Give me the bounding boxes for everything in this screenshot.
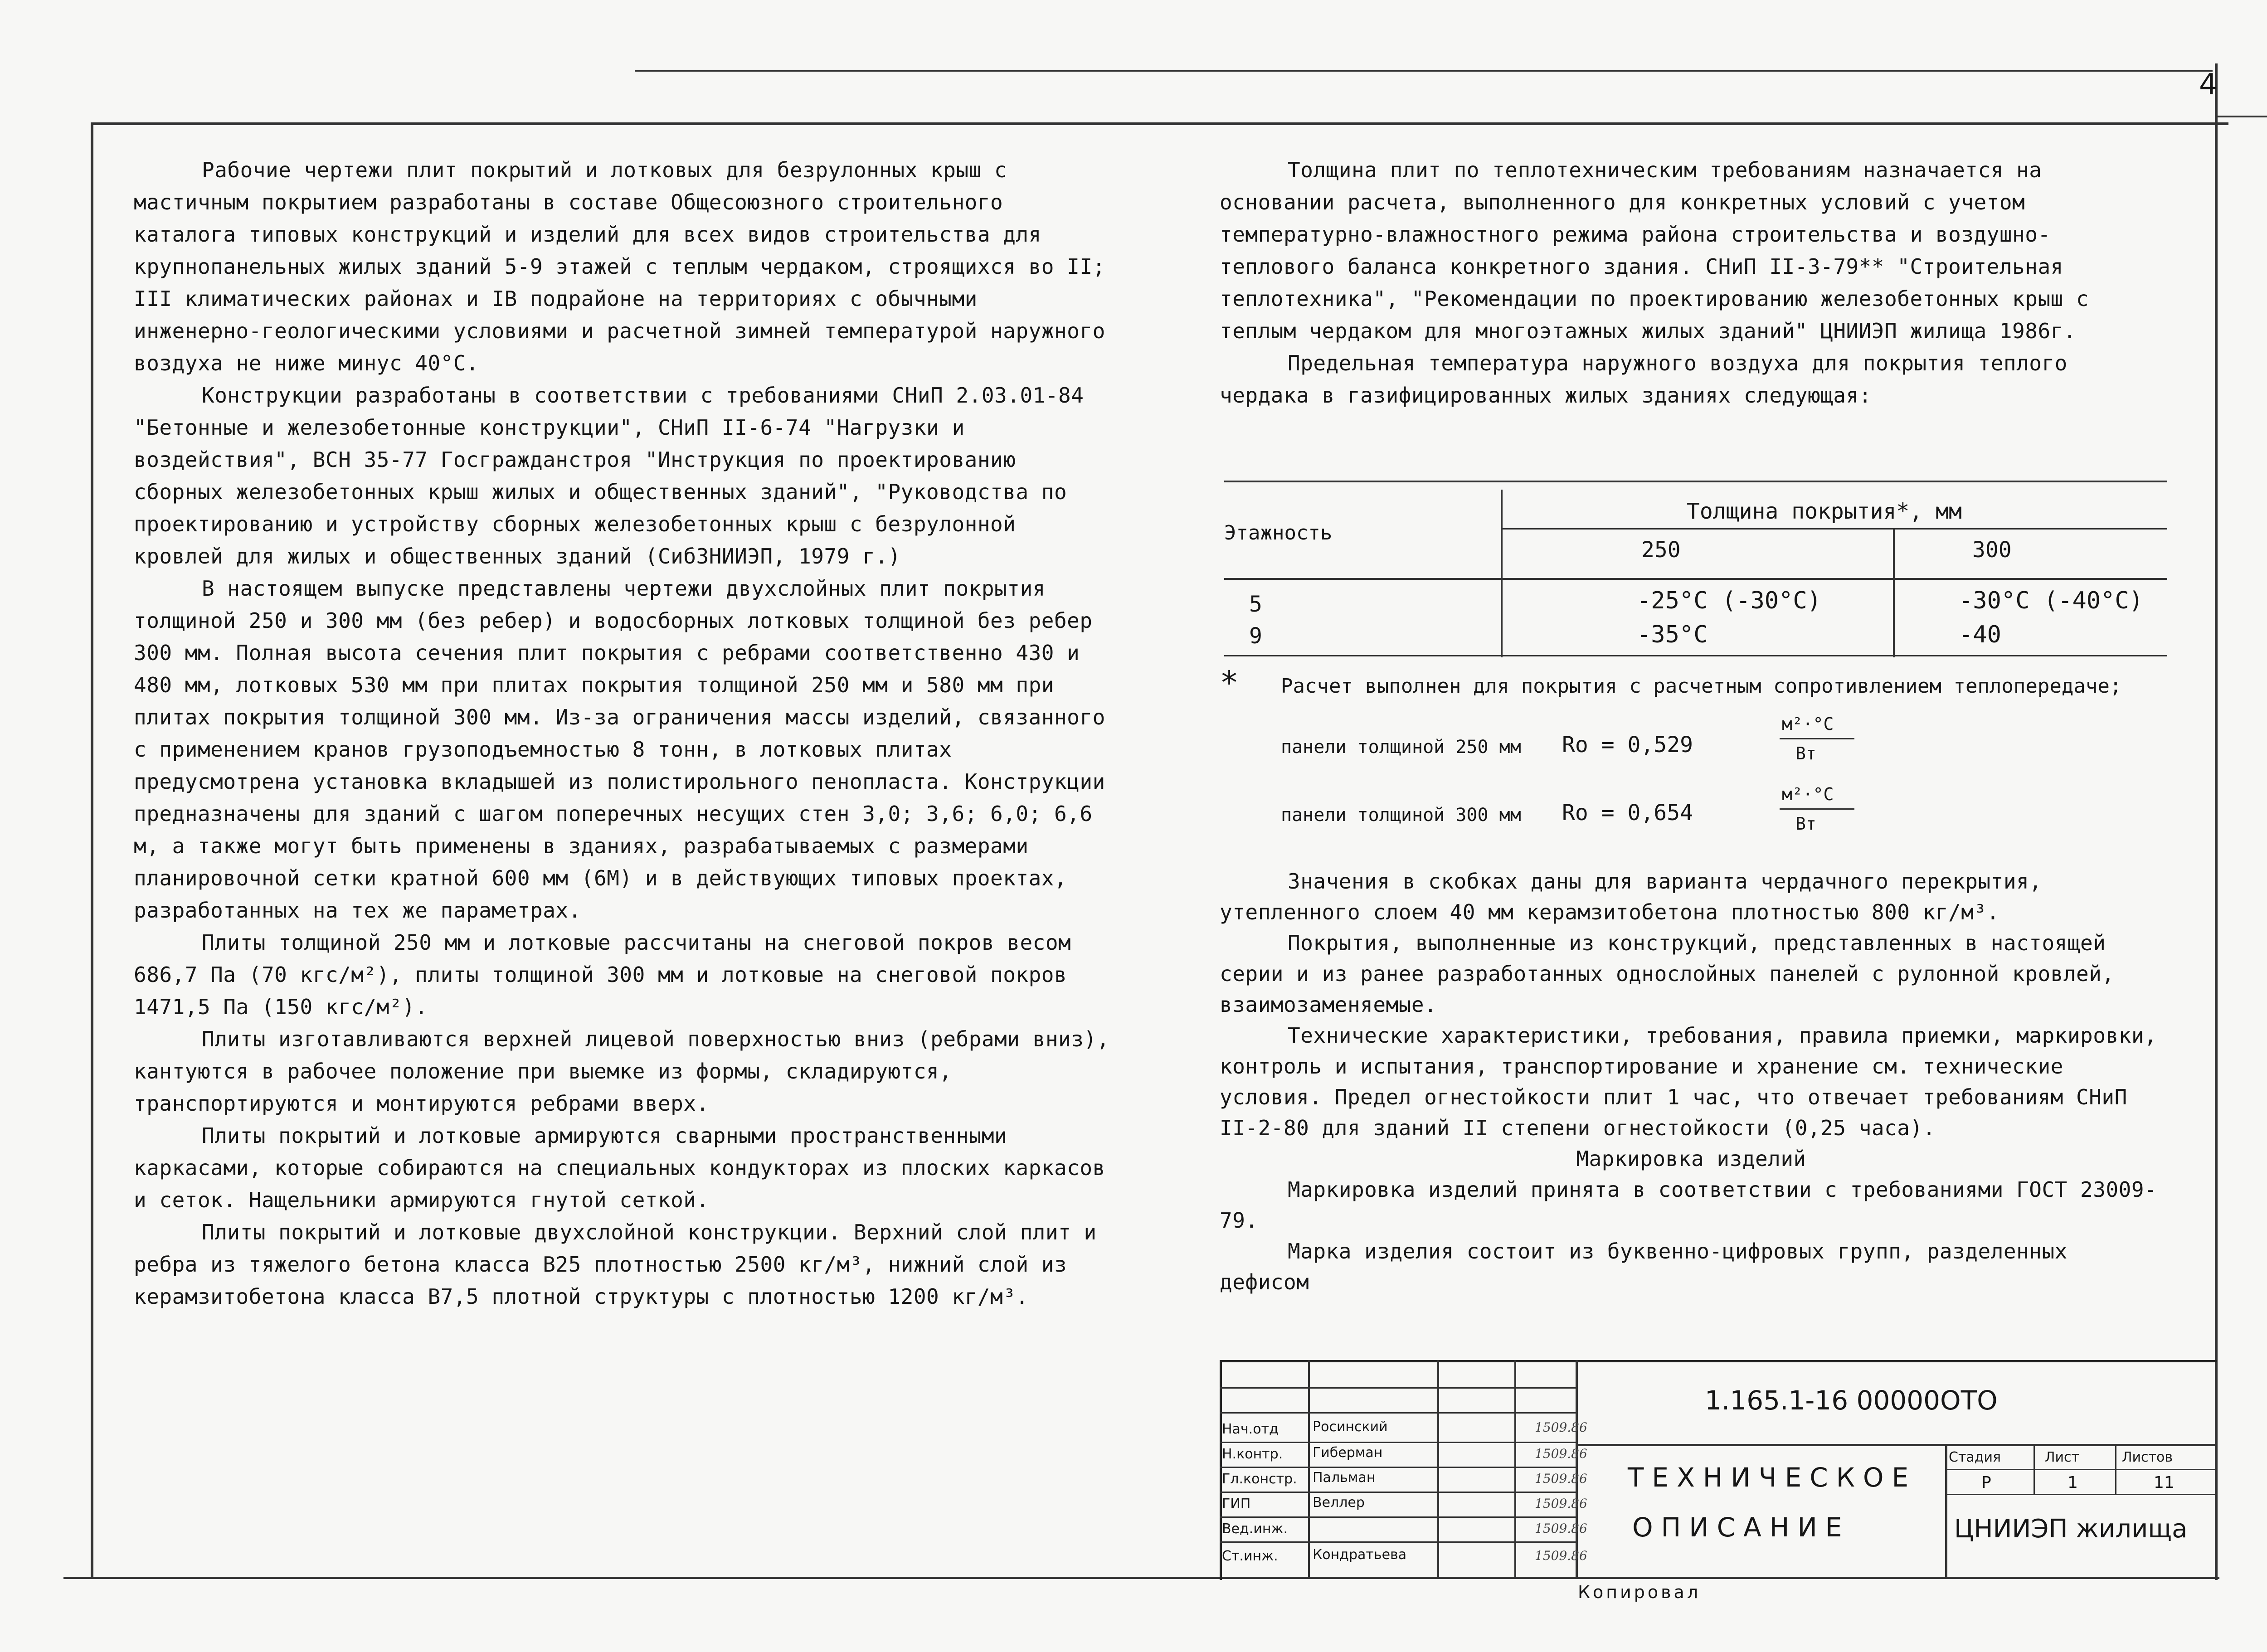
sig-name-3: Веллер	[1313, 1495, 1365, 1511]
tb-hline-stage2	[1945, 1494, 2215, 1495]
tb-vline-right	[1945, 1444, 1947, 1578]
paragraph-thickness: Толщина плит по теплотехническим требованиям назначается на основании расчета, выполненного для конкретных условий с учетом температурно-влажностного режима района строительства и воздушно-теплового баланса конкретного здания. СНиП II-3-79** "Строительная теплотехника", "Рекомендации по проектированию железобетонных крыш с теплым чердаком для многоэтажных жилых зданий" ЦНИИЭП жилища 1986г.	[1220, 158, 2089, 343]
sheets-label: Листов	[2122, 1449, 2173, 1465]
header-300: 300	[1972, 537, 2012, 563]
paragraph-snow-load: Плиты толщиной 250 мм и лотковые рассчитаны на снеговой покров весом 686,7 Па (70 кгс/м²), плиты толщиной 300 мм и лотковые на снеговой покров 1471,5 Па (150 кгс/м²).	[134, 930, 1071, 1019]
paragraph-layers: Плиты покрытий и лотковые двухслойной конструкции. Верхний слой плит и ребра из тяжелого бетона класса В25 плотностью 2500 кг/м³, нижний слой из керамзитобетона класса В7,5 плотной структуры с плотностью 1200 кг/м³.	[134, 1220, 1097, 1309]
tb-hline-stage	[1945, 1469, 2215, 1470]
row9-t250: -35°С	[1637, 621, 1708, 648]
paragraph-standards: Конструкции разработаны в соответствии с требованиями СНиП 2.03.01-84 "Бетонные и железобетонные конструкции", СНиП II-6-74 "Нагрузки и воздействия", ВСН 35-77 Госгражданстроя "Инструкция по проектированию сборных железобетонных крыш жилых и общественных зданий", "Руководства по проектированию и устройству сборных железобетонных крыш с безрулонной кровлей для жилых и общественных зданий (СибЗНИИЭП, 1979 г.)	[134, 383, 1084, 568]
footnote-unit-300-den: Вт	[1795, 814, 1816, 834]
footnote-mark: *	[1220, 664, 1239, 701]
paragraph-mark-structure: Марка изделия состоит из буквенно-цифровых групп, разделенных дефисом	[1220, 1239, 2068, 1294]
tb-vline-name	[1437, 1360, 1439, 1578]
paragraph-release: В настоящем выпуске представлены чертежи двухслойных плит покрытия толщиной 250 и 300 мм (без ребер) и водосборных лотковых толщиной без ребер 300 мм. Полная высота сечения плит покрытия с ребрами соответственно 430 и 480 мм, лотковых 530 мм при плитах покрытия толщиной 250 мм и 580 мм при плитах покрытия толщиной 300 мм. Из-за ограничения массы изделий, связанного с применением кранов грузоподъемностью 8 тонн, в лотковых плитах предусмотрена установка вкладышей из полистирольного пенопласта. Конструкции предназначены для зданий с шагом поперечных несущих стен 3,0; 3,6; 6,0; 6,6 м, а также могут быть применены в зданиях, разрабатываемых с размерами планировочной сетки кратной 600 мм (6М) и в действующих типовых проектах, разработанных на тех же параметрах.	[134, 576, 1105, 923]
tb-hline-5	[1220, 1492, 1576, 1493]
header-thickness: Толщина покрытия*, мм	[1687, 499, 1962, 524]
header-250: 250	[1641, 537, 1681, 563]
tb-vline-date	[1576, 1360, 1578, 1578]
header-floors: Этажность	[1224, 521, 1333, 544]
right-column-bottom	[1220, 866, 2163, 1297]
paragraph-marking: Маркировка изделий принята в соответствии с требованиями ГОСТ 23009-79.	[1220, 1177, 2157, 1233]
sheet-no-divider	[2215, 116, 2267, 117]
footnote-unit-250-num: м²·°С	[1782, 714, 1834, 734]
sig-date-0: 1509.86	[1535, 1420, 1587, 1435]
left-column	[134, 154, 1118, 1313]
stage-label: Стадия	[1949, 1449, 2001, 1465]
left-border	[91, 122, 93, 1578]
row5-floors: 5	[1249, 592, 1262, 617]
marking-heading: Маркировка изделий	[1576, 1147, 1806, 1171]
footnote-unit-300-num: м²·°С	[1782, 784, 1834, 804]
sig-name-5: Кондратьева	[1313, 1547, 1407, 1563]
sig-date-3: 1509.86	[1535, 1496, 1587, 1511]
footnote-line-300-label: панели толщиной 300 мм	[1281, 805, 1521, 826]
paragraph-brackets: Значения в скобках даны для варианта чердачного перекрытия, утепленного слоем 40 мм керамзитобетона плотностью 800 кг/м³.	[1220, 869, 2042, 924]
stage-value: Р	[1981, 1473, 1991, 1492]
doc-title-line2: ОПИСАНИЕ	[1632, 1512, 1850, 1543]
tb-hline-code	[1576, 1444, 2215, 1446]
sig-date-4: 1509.86	[1535, 1521, 1587, 1536]
top-border	[91, 122, 2228, 125]
footnote-line-250-formula: Ro = 0,529	[1562, 732, 1693, 758]
tb-hline-2	[1220, 1412, 1576, 1414]
temperature-table	[1224, 481, 2167, 662]
sig-role-1: Н.контр.	[1222, 1446, 1283, 1462]
sig-name-0: Росинский	[1313, 1419, 1388, 1435]
sig-role-4: Вед.инж.	[1222, 1521, 1288, 1537]
sheet-label: Лист	[2045, 1449, 2080, 1465]
doc-title-line1: ТЕХНИЧЕСКОЕ	[1628, 1462, 1917, 1493]
sig-date-1: 1509.86	[1535, 1446, 1587, 1461]
sheet-value: 1	[2068, 1473, 2078, 1492]
footnote-unit-250-den: Вт	[1795, 743, 1816, 763]
paragraph-scope: Рабочие чертежи плит покрытий и лотковых для безрулонных крыш с мастичным покрытием разработаны в составе Общесоюзного строительного каталога типовых конструкций и изделий для всех видов строительства для крупнопанельных жилых зданий 5-9 этажей с теплым чердаком, строящихся во II; III климатических районах и IВ подрайоне на территориях с обычными инженерно-геологическими условиями и расчетной зимней температурой наружного воздуха не ниже минус 40°С.	[134, 158, 1105, 375]
right-border	[2215, 63, 2218, 1580]
sig-date-2: 1509.86	[1535, 1471, 1587, 1486]
tb-vline-sign	[1514, 1360, 1516, 1578]
paragraph-reinforcement: Плиты покрытий и лотковые армируются сварными пространственными каркасами, которые собираются на специальных кондукторах из плоских каркасов и сеток. Нащельники армируются гнутой сеткой.	[134, 1123, 1105, 1212]
tb-hline-1	[1220, 1387, 1576, 1389]
copied-by: Копировал	[1578, 1582, 1701, 1602]
footnote-line-250-label: панели толщиной 250 мм	[1281, 737, 1521, 758]
sig-role-2: Гл.констр.	[1222, 1471, 1297, 1487]
paragraph-manufacture: Плиты изготавливаются верхней лицевой поверхностью вниз (ребрами вниз), кантуются в рабочее положение при выемке из формы, складируются, транспортируются и монтируются ребрами вверх.	[134, 1027, 1109, 1116]
row5-t300: -30°С (-40°С)	[1959, 587, 2143, 614]
top-outer-line	[635, 70, 2213, 72]
sig-role-0: Нач.отд	[1222, 1421, 1279, 1437]
sig-role-5: Ст.инж.	[1222, 1548, 1278, 1564]
row9-floors: 9	[1249, 623, 1262, 649]
sig-date-5: 1509.86	[1535, 1548, 1587, 1563]
sig-role-3: ГИП	[1222, 1496, 1251, 1512]
paragraph-interchangeable: Покрытия, выполненные из конструкций, представленных в настоящей серии и из ранее разработанных однослойных панелей с рулонной кровлей, взаимозаменяемые.	[1220, 931, 2115, 1017]
paragraph-technical: Технические характеристики, требования, правила приемки, маркировки, контроль и испытания, транспортирование и хранение см. технические условия. Предел огнестойкости плит 1 час, что отвечает требованиям СНиП II-2-80 для зданий II степени огнестойкости (0,25 часа).	[1220, 1023, 2157, 1140]
footnote-text: Расчет выполнен для покрытия с расчетным сопротивлением теплопередаче;	[1281, 675, 2122, 698]
sig-name-2: Пальман	[1313, 1470, 1376, 1486]
tb-hline-3	[1220, 1442, 1576, 1443]
tb-vline-role	[1308, 1360, 1310, 1578]
row5-t250: -25°С (-30°С)	[1637, 587, 1821, 614]
tb-vline-stage2	[2115, 1444, 2116, 1494]
tb-vline-stage1	[2033, 1444, 2035, 1494]
sheets-value: 11	[2154, 1473, 2175, 1492]
footnote-line-300-formula: Ro = 0,654	[1562, 800, 1693, 826]
sheet-number: 4	[2199, 68, 2218, 102]
doc-code: 1.165.1-16 00000ОТО	[1705, 1385, 1998, 1416]
fraction-bar-250	[1780, 738, 1854, 739]
tb-hline-4	[1220, 1467, 1576, 1468]
tb-hline-6	[1220, 1516, 1576, 1518]
fraction-bar-300	[1780, 808, 1854, 810]
sig-name-1: Гиберман	[1313, 1445, 1383, 1461]
tb-hline-7	[1220, 1541, 1576, 1543]
right-column-top	[1220, 154, 2163, 412]
row9-t300: -40	[1959, 621, 2001, 648]
organization: ЦНИИЭП жилища	[1954, 1514, 2188, 1544]
paragraph-limit-temperature: Предельная температура наружного воздуха для покрытия теплого чердака в газифицированных жилых зданиях следующая:	[1220, 351, 2068, 408]
